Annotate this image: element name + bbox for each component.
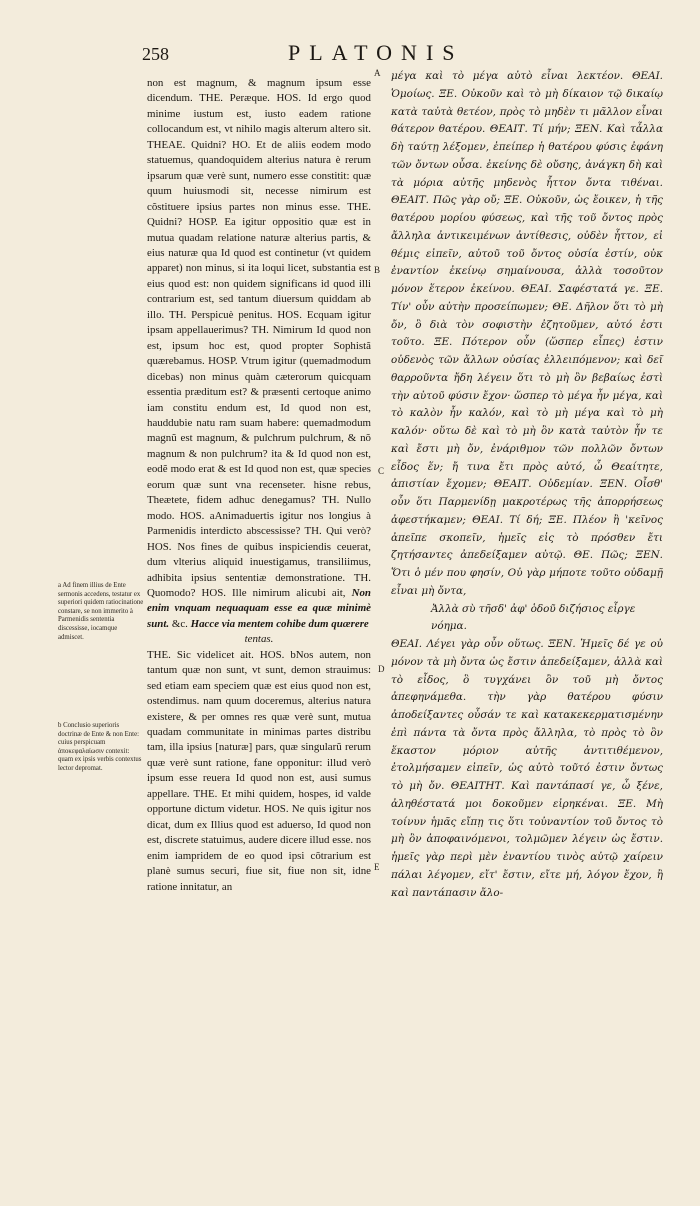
running-title: PLATONIS — [288, 40, 464, 65]
latin-column — [147, 76, 371, 895]
page-header — [130, 40, 650, 68]
margin-letter-a: A — [374, 68, 381, 78]
side-note-b: b Conclusio superioris doctrinæ de Ente & non Ente: cuius perspicuam ἀποκεφαλαίωσιν contexit: quam ex ipsis verbis contextus lector depromat. — [58, 722, 142, 772]
greek-column — [391, 68, 663, 902]
latin-text-1b: &c. — [171, 617, 188, 630]
margin-letter-e: E — [374, 862, 380, 872]
margin-letter-b: B — [374, 265, 381, 275]
greek-paragraph-2: ΘΕΑΙ. Λέγει γὰρ οὖν οὕτως. ΞΕΝ. Ἡμεῖς δέ γε οὐ μόνον τὰ μὴ ὄντα ὡς ἔστιν ἀπεδείξαμεν, ἀλλὰ καὶ τὸ εἶδος, ὃ τυγχάνει ὂν τοῦ μὴ ὄντος ἀπεφηνάμεθα. τὴν γὰρ θατέρου φύσιν ἀποδείξαντες οὖσάν τε καὶ κατακεκερματισμένην ἐπὶ πάντα τὰ ὄντα πρὸς ἄλληλα, τὸ πρὸς τὸ ὂν ἕκαστον μόριον αὐτῆς ἀντιτιθέμενον, ἐτολμήσαμεν εἰπεῖν, ὡς αὐτὸ τοῦτό ἐστιν ὄντως τὸ μὴ ὄν. ΘΕΑΙΤΗΤ. Καὶ παντάπασί γε, ὦ ξένε, ἀληθέστατά μοι δοκοῦμεν εἰρηκέναι. ΞΕ. Μὴ τοίνυν ἡμᾶς εἴπῃ τις ὅτι τοὐναντίον τοῦ ὄντος τὸ μὴ ὂν ἀποφαινόμενοι, τολμῶμεν λέγειν ὡς ἔστιν. ἡμεῖς γὰρ περὶ μὲν ἐναντίου τινὸς αὐτῷ χαίρειν πάλαι λέγομεν, εἴτ' ἔστιν, εἴτε μή, λόγον ἔχον, ἢ καὶ παντάπασιν ἄλο- — [391, 638, 663, 899]
margin-letter-c: C — [378, 466, 385, 476]
latin-paragraph-1 — [147, 76, 371, 632]
latin-quote-2: Hacce via mentem cohibe dum quærere — [190, 617, 369, 630]
latin-quote-1: Non enim vnquam nequaquam esse ea quæ minimè sunt. — [147, 586, 371, 630]
greek-verse-1: Ἀλλὰ σὺ τῆσδ' ἀφ' ὁδοῦ διζήσιος εἶργε — [431, 602, 636, 615]
greek-verse-2: νόημα. — [431, 620, 467, 633]
side-note-a: a Ad finem illius de Ente sermonis accedens, testatur ex superiori quidem ratiocinatione constare, se non immerito à Parmenidis sententia discessisse, iocamque admiscet. — [58, 582, 144, 641]
greek-paragraph-1: μέγα καὶ τὸ μέγα αὐτὸ εἶναι λεκτέον. ΘΕΑΙ. Ὁμοίως. ΞΕ. Οὐκοῦν καὶ τὸ μὴ δίκαιον τῷ δικαίῳ κατὰ ταὐτὰ θετέον, πρὸς τὸ μηδὲν τι μᾶλλον εἶναι θάτερον θατέρου. ΘΕΑΙΤ. Τί μήν; ΞΕΝ. Καὶ τἆλλα δὴ ταύτῃ λέξομεν, ἐπείπερ ἡ θατέρου φύσις ἐφάνη τῶν ὄντων οὖσα. ἐκείνης δὲ οὔσης, ἀνάγκη δὴ καὶ τὰ μόρια αὐτῆς μηδενὸς ἧττον ὄντα τιθέναι. ΘΕΑΙΤ. Πῶς γὰρ οὔ; ΞΕ. Οὐκοῦν, ὡς ἔοικεν, ἡ τῆς θατέρου μορίου φύσεως, καὶ τῆς τοῦ ὄντος πρὸς ἄλληλα ἀντικειμένων ἀντίθεσις, οὐδὲν ἧττον, εἰ θέμις εἰπεῖν, αὐτοῦ τοῦ ὄντος οὐσία ἐστίν, οὐκ ἐναντίον ἐκείνῳ σημαίνουσα, ἀλλὰ τοσοῦτον μόνον ἕτερον ἐκείνου. ΘΕΑΙ. Σαφέστατά γε. ΞΕ. Τίν' οὖν αὐτὴν προσείπωμεν; ΘΕ. Δῆλον ὅτι τὸ μὴ ὄν, ὃ διὰ τὸν σοφιστὴν ἐζητοῦμεν, αὐτό ἐστι τοῦτο. ΞΕ. Πότερον οὖν (ὥσπερ εἶπες) ἐστιν οὐδενὸς τῶν ἄλλων οὐσίας ἐλλειπόμενον; καὶ δεῖ θαρροῦντα ἤδη λέγειν ὅτι τὸ μὴ ὂν βεβαίως ἐστὶ τὴν αὑτοῦ φύσιν ἔχον· ὥσπερ τὸ μέγα ἦν μέγα, καὶ τὸ καλὸν ἦν καλόν, καὶ τὸ μὴ μέγα καὶ τὸ μὴ καλόν· οὕτω δὲ καὶ τὸ μὴ ὂν κατὰ ταὐτὸν ἦν τε καὶ ἔστι μὴ ὄν, ἐνάριθμον τῶν πολλῶν ὄντων εἶδος ἕν; ἤ τινα ἔτι πρὸς αὐτό, ὦ Θεαίτητε, ἀπιστίαν ἔχομεν; ΘΕΑΙΤ. Οὐδεμίαν. ΞΕΝ. Οἶσθ' οὖν ὅτι Παρμενίδῃ μακροτέρως τῆς ἀπορρήσεως ἀφεστήκαμεν; ΘΕΑΙ. Τί δή; ΞΕ. Πλέον ἢ 'κεῖνος ἀπεῖπε σκοπεῖν, ἡμεῖς εἰς τὸ πρόσθεν ἔτι ζητήσαντες ἀπεδείξαμεν αὐτῷ. ΘΕ. Πῶς; ΞΕΝ. Ὅτι ὁ μέν που φησίν, Οὐ γὰρ μήποτε τοῦτο οὐδαμῇ εἶναι μὴ ὄντα, — [391, 70, 663, 597]
page-number: 258 — [142, 44, 169, 64]
margin-letter-d: D — [378, 664, 385, 674]
latin-quote-3: tentas. — [244, 633, 274, 646]
latin-text-1: non est magnum, & magnum ipsum esse dicendum. THE. Peræque. HOS. Id ergo quod minime iustum est, iusto eadem ratione collocandum est, vt nihilo magis alterum altero sit. THEAE. Quidni? HO. Et de aliis eodem modo statuemus, quandoquidem alterius natura è rerum ipsarum quæ verè sunt, numero esse constitit: quæ quum huiusmodi sit, necesse nimirum est cõstituere ipsius partes non minus esse. THE. Quidni? HOSP. Ea igitur oppositio quæ est in mutua quadam relatione naturæ alterius partis, & eius naturæ qua Id quod est continetur (vt quidem apparet) non minus, si ita loqui licet, substantia est eius quod est: non quidem significans id quod illi contrarium est, sed tantum diuersum quiddam ab illo. TH. Perspicuè penitus. HOS. Ecquam igitur ipsam appellauerimus? TH. Nimirum Id quod non est, ipsum hoc est, quod propter Sophistã quærebamus. HOSP. Vtrum igitur (quemadmodum dicebas) non minus quàm cæterorum quicquam essentia præditum est? & præsenti certoque animo iam constitu endum est, Id quod non est, hauddubie natu ram suam habere: quemadmodum magnũ est magnum, & pulchrum pulchrum, & nõ magnum & non pulchrum? ita & Id quod non est, eodẽ modo erat & est Id quod non est, quæ species eorum quæ sunt vna recenseter. hisne rebus, Theætete, fidem adhuc denegamus? TH. Nullo modo. HOS. aAnimaduertis igitur nos longius à Parmenidis interdicto abscessisse? TH. Qui verò? HOS. Nos fines de quibus inspiciendis ceuerat, dum vlterius aliquid inuestigamus, transiliimus, adhibita ipsius sententiæ demonstratione. TH. Quomodo? HOS. Ille nimirum alicubi ait, — [147, 77, 371, 599]
latin-paragraph-2: THE. Sic videlicet ait. HOS. bNos autem, non tantum quæ non sunt, vt sunt, demon strauimus: sed etiam eam speciem quæ est eius quod non est, ostendimus. nam quum doceremus, alterius natura existere, & per omnes res quæ verè sunt, mutua quadam communitate in minimas partes distribu tam, illa ipsius [naturæ] pars, quæ singularũ rerum quæ verè sunt ratione, fane opponitur: illud verò ipsum esse reuera Id quod non est, ausi sumus appellare. THE. Et mihi quidem, hospes, id valde opportune dictum videtur. HOS. Ne quis igitur nos dicat, dum ex Illius quod est aduerso, Id quod non est, discrete statuimus, audere dicere illud esse. nos enim iampridem de eo quod ipsi cõtrarium est planè sumus securi, fiue sit, fiue non sit, idne ratione innitatur, an — [147, 648, 371, 893]
